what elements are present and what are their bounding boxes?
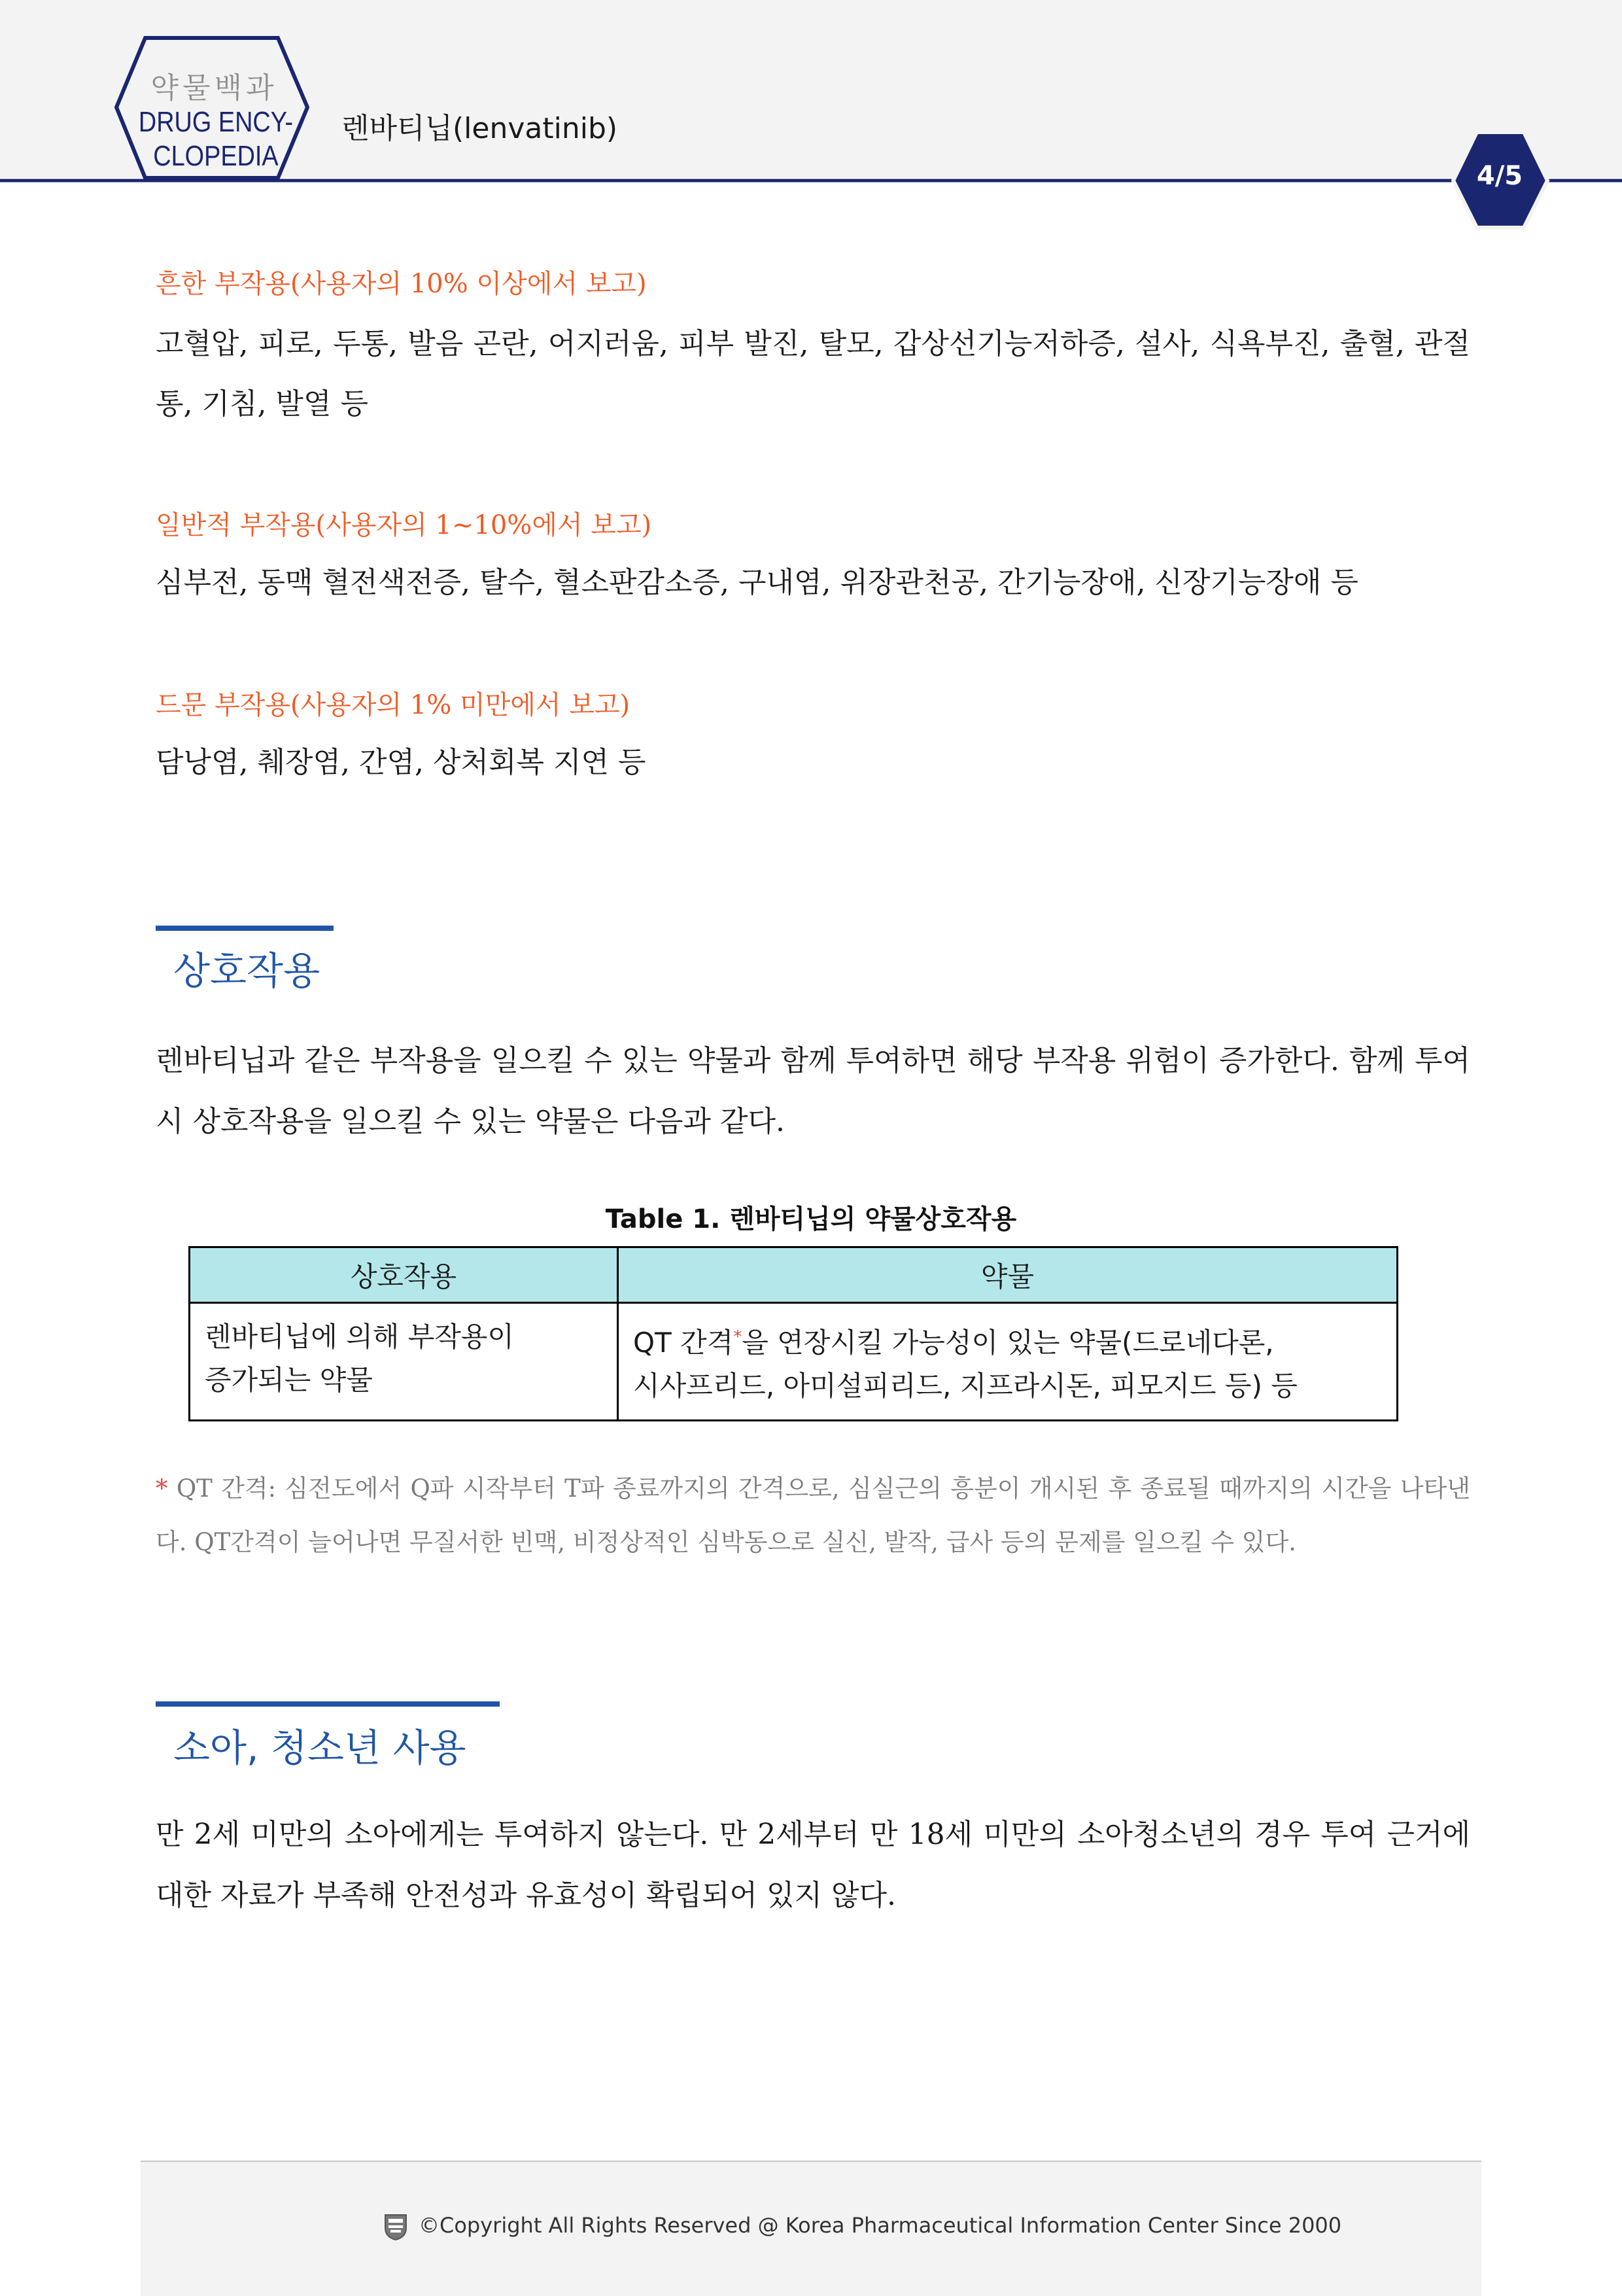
- footnote-marker: *: [733, 1327, 742, 1347]
- rare-side-effects-list: 담낭염, 췌장염, 간염, 상처회복 지연 등: [156, 746, 646, 779]
- table-header-interaction: 상호작용: [190, 1247, 618, 1303]
- drugs-text: 을 연장시킬 가능성이 있는 약물(드로네다론,: [742, 1327, 1274, 1359]
- document-title: 렌바티닙(lenvatinib): [341, 112, 618, 145]
- interactions-section-title: 상호작용: [173, 948, 320, 993]
- table-header-drugs: 약물: [618, 1247, 1398, 1303]
- general-side-effects-list: 심부전, 동맥 혈전색전증, 탈수, 혈소판감소증, 구내염, 위장관천공, 간기능장애, 신장기능장애 등: [156, 566, 1358, 599]
- drugs-line2: 시사프리드, 아미설피리드, 지프라시돈, 피모지드 등) 등: [633, 1370, 1298, 1402]
- logo-korean: 약물백과: [150, 71, 278, 105]
- drugs-line1: [633, 1315, 1382, 1365]
- copyright-text: ©Copyright All Rights Reserved @ Korea Pharmaceutical Information Center Since 2000: [419, 2213, 1342, 2238]
- qt-term: QT 간격: [633, 1327, 734, 1359]
- effect-line1: 렌바티닙에 의해 부작용이: [205, 1321, 514, 1353]
- page-number: 4/5: [1476, 161, 1523, 191]
- rare-side-effects-heading: 드문 부작용(사용자의 1% 미만에서 보고): [156, 690, 630, 720]
- pediatric-section-bar: [156, 1701, 500, 1707]
- table-caption: Table 1. 렌바티닙의 약물상호작용: [605, 1204, 1017, 1234]
- interaction-table: [188, 1246, 1398, 1421]
- interactions-intro: 렌바티닙과 같은 부작용을 일으킬 수 있는 약물과 함께 투여하면 해당 부작용 위험이 증가한다. 함께 투여 시 상호작용을 일으킬 수 있는 약물은 다음과 같다.: [156, 1044, 1470, 1138]
- qt-footnote: [156, 1462, 1470, 1569]
- table-header-row: [190, 1247, 1398, 1303]
- pediatric-body: 만 2세 미만의 소아에게는 투여하지 않는다. 만 2세부터 만 18세 미만의 소아청소년의 경우 투여 근거에 대한 자료가 부족해 안전성과 유효성이 확립되어 있지 않다.: [156, 1818, 1470, 1912]
- common-side-effects-list: 고혈압, 피로, 두통, 발음 곤란, 어지러움, 피부 발진, 탈모, 갑상선기능저하증, 설사, 식욕부진, 출혈, 관절통, 기침, 발열 등: [156, 327, 1470, 421]
- footnote-star: *: [156, 1474, 168, 1503]
- footnote-text: QT 간격: 심전도에서 Q파 시작부터 T파 종료까지의 간격으로, 심실근의 흥분이 개시된 후 종료될 때까지의 시간을 나타낸다. QT간격이 늘어나면 무질서한 빈맥, 비정상적인 심박동으로 실신, 발작, 급사 등의 문제를 일으킬 수 있다.: [156, 1474, 1470, 1556]
- kpic-emblem-icon: [383, 2212, 409, 2241]
- effect-line2: 증가되는 약물: [205, 1364, 373, 1396]
- general-side-effects-heading: 일반적 부작용(사용자의 1~10%에서 보고): [156, 510, 652, 540]
- table-row: [190, 1303, 1398, 1421]
- pediatric-section-title: 소아, 청소년 사용: [173, 1726, 466, 1770]
- logo-english-line1: DRUG ENCY-: [138, 106, 294, 138]
- interactions-section-bar: [156, 926, 334, 931]
- table-cell-effect: [190, 1303, 618, 1421]
- common-side-effects-heading: 흔한 부작용(사용자의 10% 이상에서 보고): [156, 269, 647, 299]
- logo-english-line2: CLOPEDIA: [153, 140, 279, 172]
- table-cell-drugs: [618, 1303, 1398, 1421]
